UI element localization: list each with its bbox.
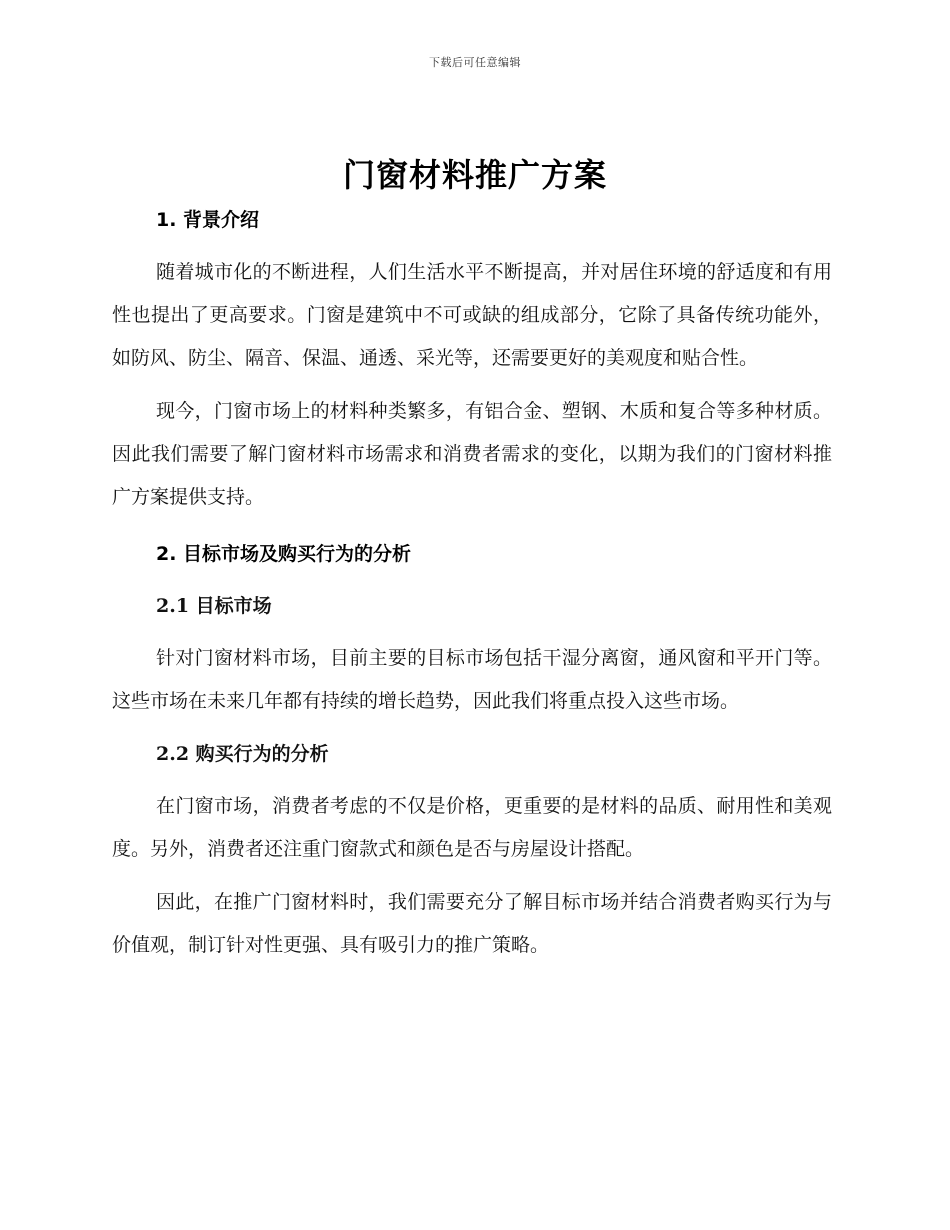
document-body: [112, 203, 832, 967]
sub-heading-purchase-behavior: 2.2 购买行为的分析: [156, 743, 329, 765]
paragraph-purchase-behavior-1: 在门窗市场，消费者考虑的不仅是价格，更重要的是材料的品质、耐用性和美观度。另外，消费者还注重门窗款式和颜色是否与房屋设计搭配。: [112, 795, 832, 860]
paragraph-background-1: 随着城市化的不断进程，人们生活水平不断提高，并对居住环境的舒适度和有用性也提出了更高要求。门窗是建筑中不可或缺的组成部分，它除了具备传统功能外，如防风、防尘、隔音、保温、通透、采光等，还需要更好的美观度和贴合性。: [112, 261, 832, 369]
paragraph-background-2: 现今，门窗市场上的材料种类繁多，有铝合金、塑钢、木质和复合等多种材质。因此我们需要了解门窗材料市场需求和消费者需求的变化，以期为我们的门窗材料推广方案提供支持。: [112, 400, 832, 508]
sub-heading-target-market: 2.1 目标市场: [156, 595, 272, 617]
section-heading-market-analysis: 2. 目标市场及购买行为的分析: [156, 543, 412, 565]
section-heading-background: 1. 背景介绍: [156, 209, 260, 231]
document-title: 门窗材料推广方案: [342, 156, 607, 194]
paragraph-purchase-behavior-2: 因此，在推广门窗材料时，我们需要充分了解目标市场并结合消费者购买行为与价值观，制订针对性更强、具有吸引力的推广策略。: [112, 891, 832, 956]
header-note: 下载后可任意编辑: [429, 56, 521, 69]
paragraph-target-market: 针对门窗材料市场，目前主要的目标市场包括干湿分离窗，通风窗和平开门等。这些市场在未来几年都有持续的增长趋势，因此我们将重点投入这些市场。: [112, 647, 832, 712]
